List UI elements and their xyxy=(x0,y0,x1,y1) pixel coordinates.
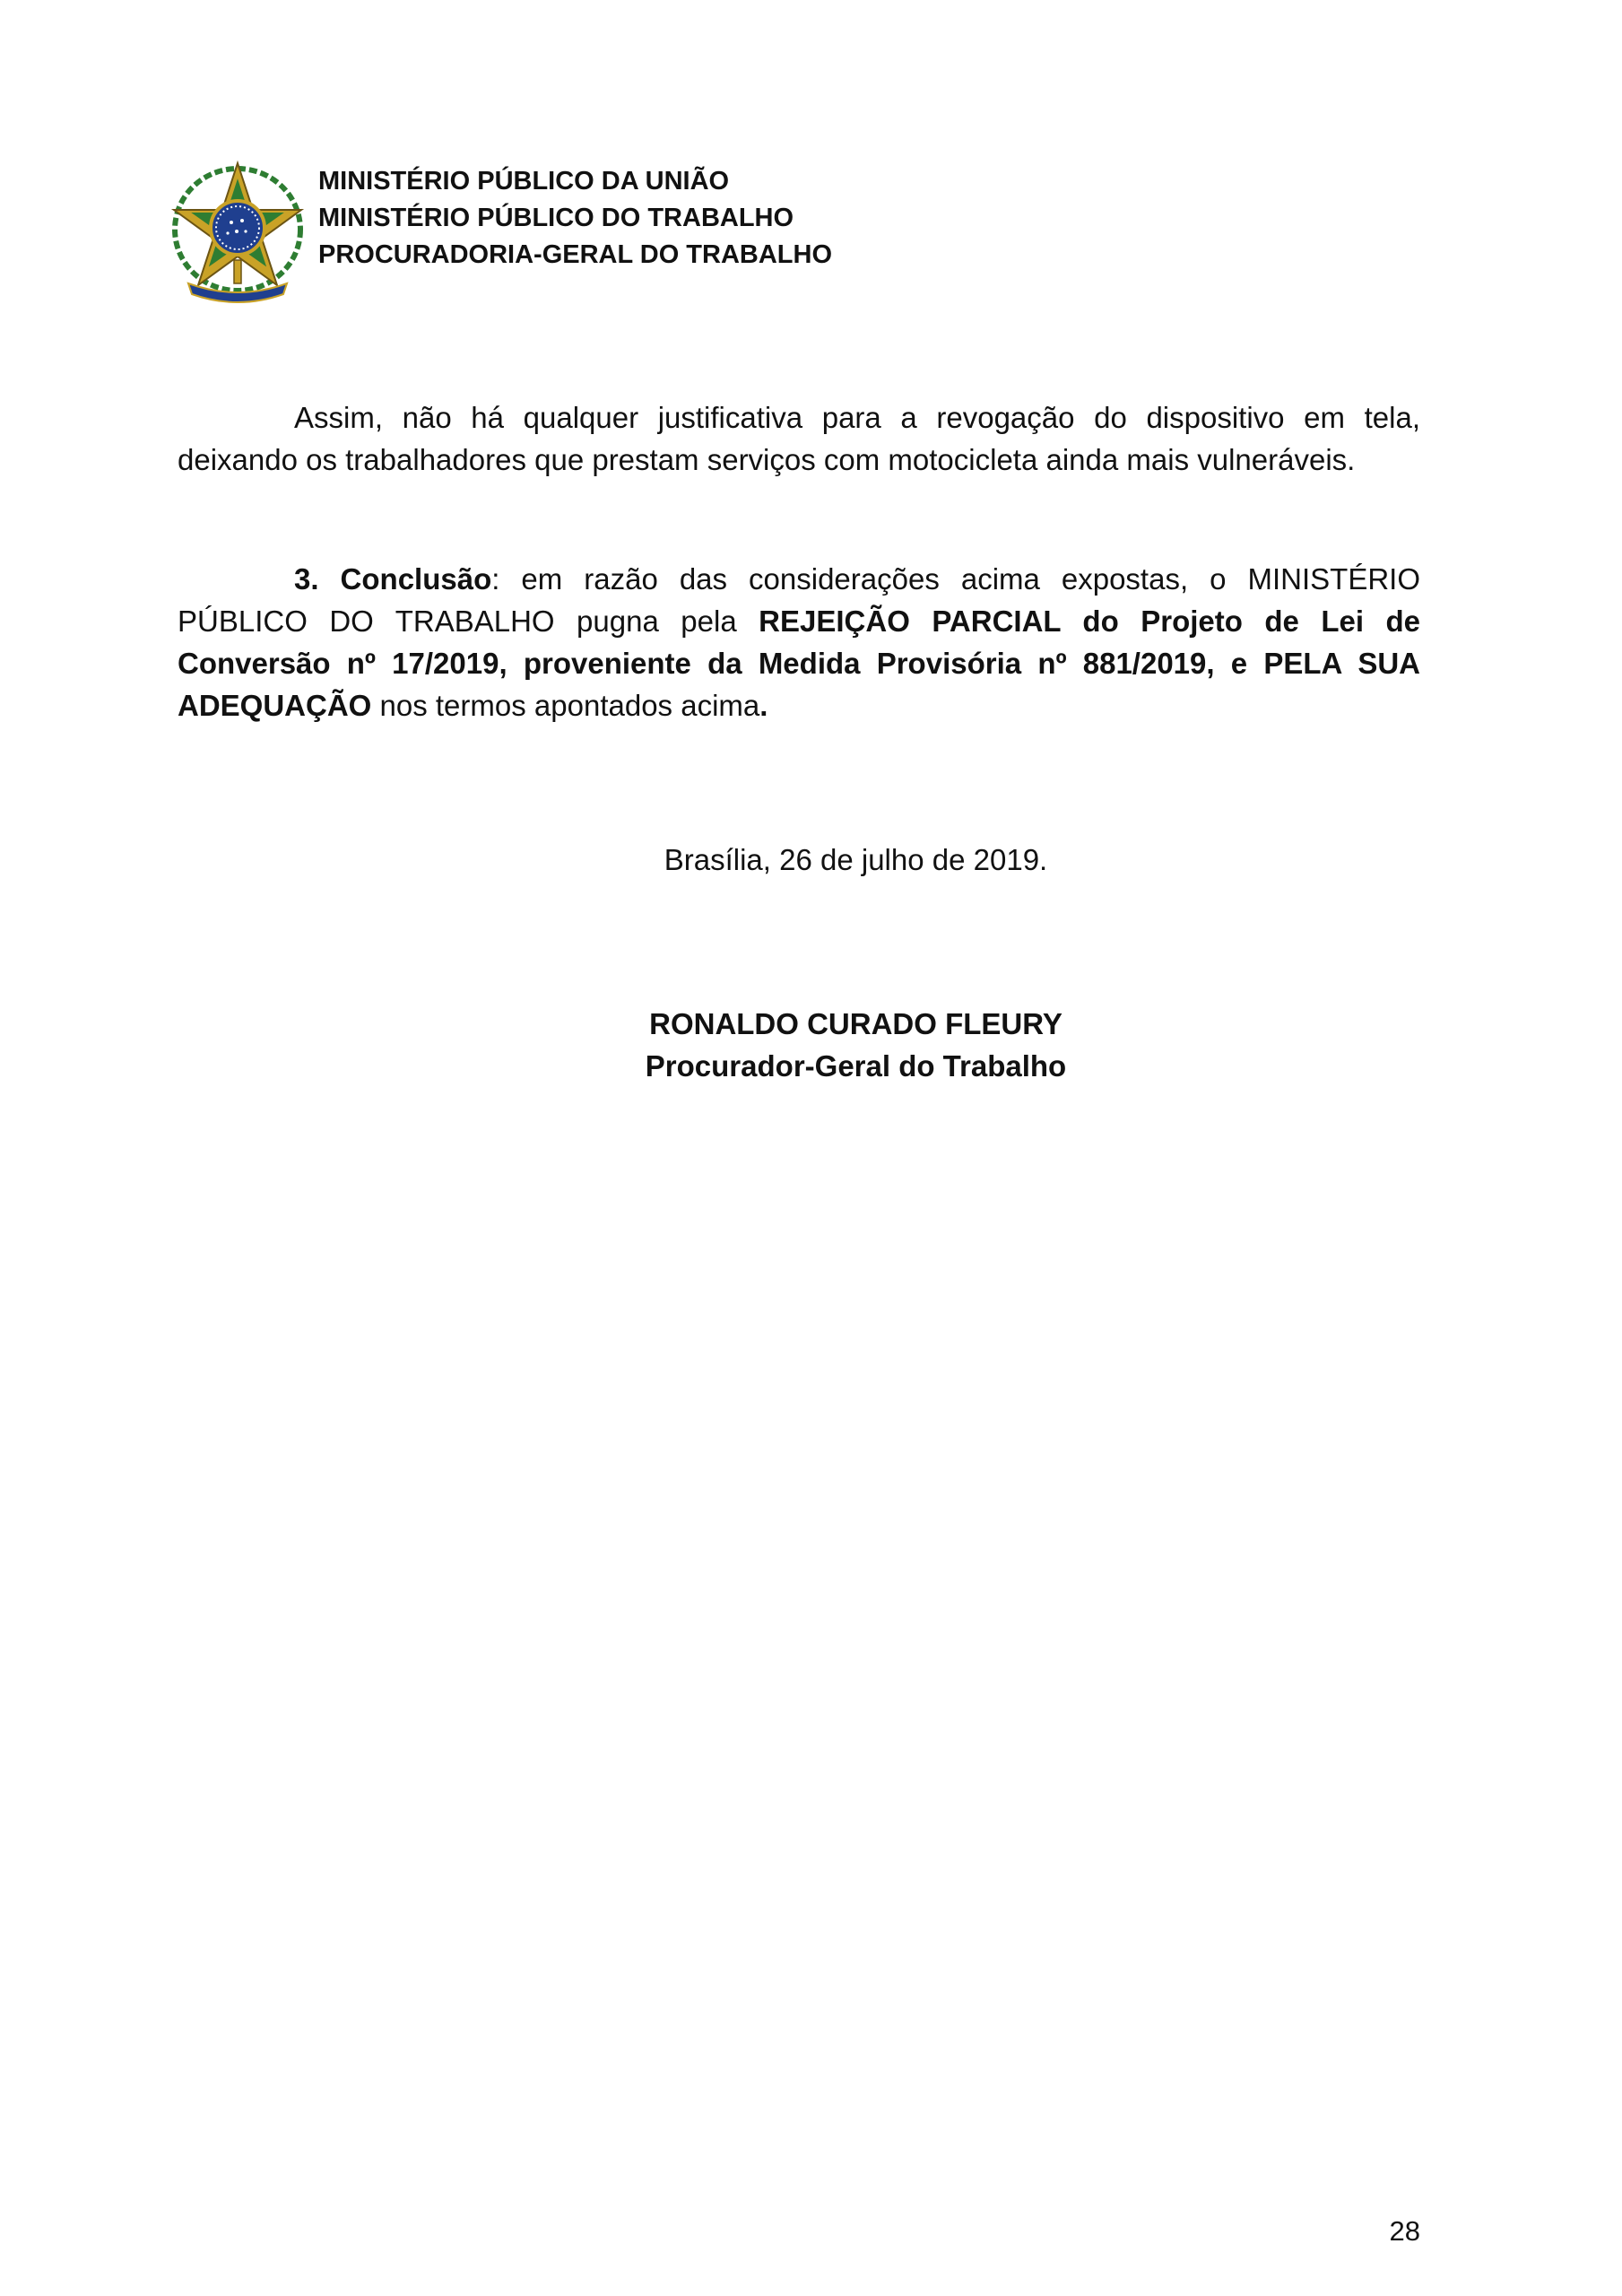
signature-block xyxy=(0,1003,1622,1087)
paragraph-1-text: Assim, não há qualquer justificativa para a revogação do dispositivo em tela, deixando os trabalhadores que prestam serviços com motocicleta ainda mais vulneráveis. xyxy=(178,401,1420,476)
paragraph-conclusion xyxy=(178,558,1420,726)
signatory-name: RONALDO CURADO FLEURY xyxy=(649,1007,1063,1040)
date-line: Brasília, 26 de julho de 2019. xyxy=(664,843,1048,876)
conclusion-end-mark: . xyxy=(759,689,768,722)
section-number: 3. xyxy=(294,562,319,596)
institution-line-1: MINISTÉRIO PÚBLICO DA UNIÃO xyxy=(318,167,730,196)
institution-line-2: MINISTÉRIO PÚBLICO DO TRABALHO xyxy=(318,204,794,232)
coat-of-arms-icon xyxy=(170,160,305,303)
paragraph-justification xyxy=(178,396,1420,481)
institution-names xyxy=(318,163,832,274)
conclusion-text-2: nos termos apontados acima xyxy=(371,689,760,722)
letterhead xyxy=(170,160,977,303)
section-heading: Conclusão xyxy=(340,562,492,596)
conclusion-text-1: : em razão das considerações acima expostas, o MINISTÉRIO PÚBLICO DO TRABALHO pugna pela xyxy=(178,562,1420,638)
page-number: 28 xyxy=(1389,2215,1420,2247)
conclusion-bold-text: REJEIÇÃO PARCIAL do Projeto de Lei de Conversão nº 17/2019, proveniente da Medida Provisória nº 881/2019, e PELA SUA ADEQUAÇÃO xyxy=(178,604,1421,722)
institution-line-3: PROCURADORIA-GERAL DO TRABALHO xyxy=(318,240,833,269)
signatory-title: Procurador-Geral do Trabalho xyxy=(645,1049,1067,1083)
